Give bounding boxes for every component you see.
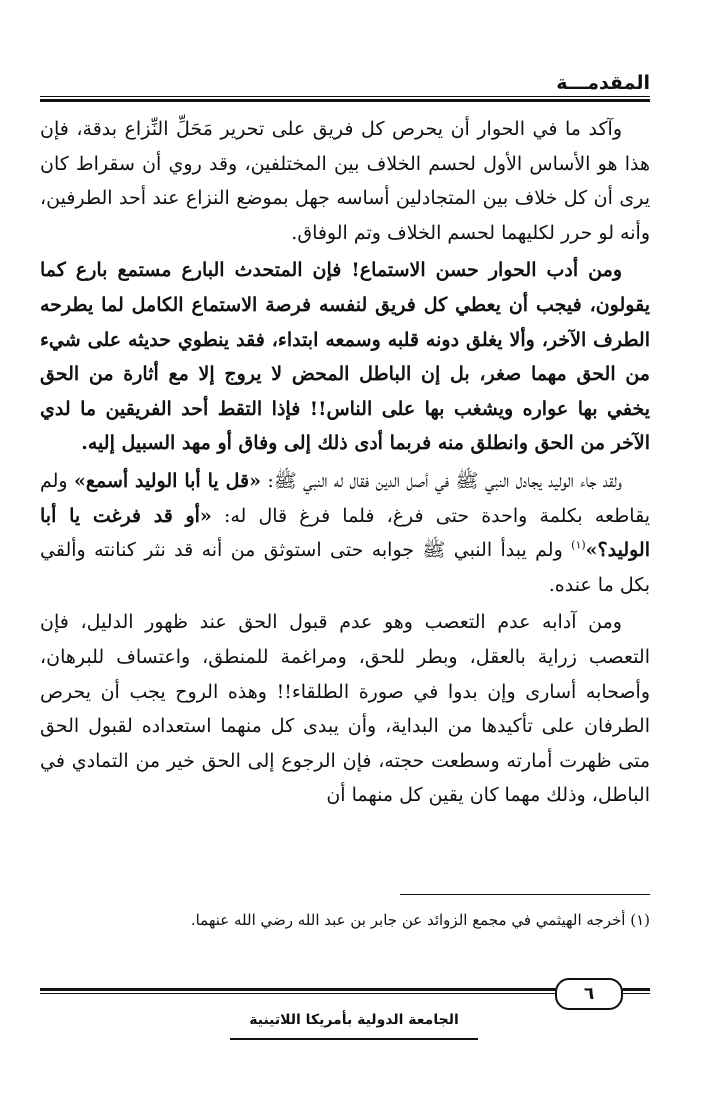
hadith-quote-2: «أو قد فرغت يا أبا الوليد؟» — [40, 504, 650, 562]
paragraph-3-start: ولقد جاء الوليد يجادل النبي ﷺ في أصل الدين فقال له النبي ﷺ: — [260, 469, 622, 492]
paragraph-3-middle: ولم يقاطعه بكلمة واحدة حتى فرغ، فلما فرغ قال له: — [40, 469, 650, 527]
footer-institution — [0, 1012, 708, 1028]
footnote-reference: (١) — [571, 538, 586, 552]
paragraph-3 — [40, 464, 650, 602]
paragraph-2-text: ومن أدب الحوار حسن الاستماع! فإن المتحدث البارع مستمع بارع كما يقولون، فيجب أن يعطي كل فريق لنفسه فرصة الاستماع الكامل لما يطرحه الطرف الآخر، وألا يغلق دونه قلبه وسمعه ابتداء، فقد ينطوي حديثه على شيء من الحق مهما صغر، بل إن الباطل المحض لا يروج إلا مع أثارة من الحق يخفي بها عواره ويشغب بها على الناس!! فإذا التقط أحد الفريقين ما لدي الآخر من الحق وانطلق منه فربما أدى ذلك إلى وفاق أو مهد السبيل إليه. — [40, 259, 650, 455]
header-rule-thick — [40, 99, 650, 102]
footnote: (١) أخرجه الهيثمي في مجمع الزوائد عن جابر بن عبد الله رضي الله عنهما. — [190, 911, 650, 929]
page-number: ٦ — [555, 978, 623, 1010]
paragraph-3-end: ولم يبدأ النبي ﷺ جوابه حتى استوثق من أنه قد نثر كنانته وألقي بكل ما عنده. — [40, 539, 650, 596]
main-text — [40, 112, 650, 816]
paragraph-4: ومن آدابه عدم التعصب وهو عدم قبول الحق عند ظهور الدليل، فإن التعصب زراية بالعقل، وبطر للحق، ومراغمة للمنطق، واعتساف للبرهان، وأصحابه أسارى وإن بدوا في صورة الطلقاء!! وهذه الروح يجب أن يحرص الطرفان على تأكيدها من البداية، وأن يبدى كل منهما استعداده لقبول الحق متى ظهرت أمارته وسطعت حجته، فإن الرجوع إلى الحق خير من التمادي في الباطل، وذلك مهما كان يقين كل منهما أن — [40, 611, 650, 807]
running-header-title: المقدمـــة — [556, 72, 650, 94]
footer-underline — [230, 1038, 478, 1040]
paragraph-1: وآكد ما في الحوار أن يحرص كل فريق على تحرير مَحَلِّ النِّزاع بدقة، فإن هذا هو الأساس الأول لحسم الخلاف بين المختلفين، وقد روي أن سقراط كان يرى أن كل خلاف بين المتجادلين أساسه جهل بموضع النزاع عند أحد الطرفين، وأنه لو حرر لكليهما لحسم الخلاف وتم الوفاق. — [40, 118, 650, 244]
hadith-quote-1: «قل يا أبا الوليد أسمع» — [73, 469, 261, 492]
header-rule-thin — [40, 96, 650, 97]
paragraph-2 — [40, 253, 650, 461]
footer-institution-text: الجامعة الدولية بأمريكا اللاتينية — [249, 1012, 459, 1028]
footnote-separator — [400, 894, 650, 895]
